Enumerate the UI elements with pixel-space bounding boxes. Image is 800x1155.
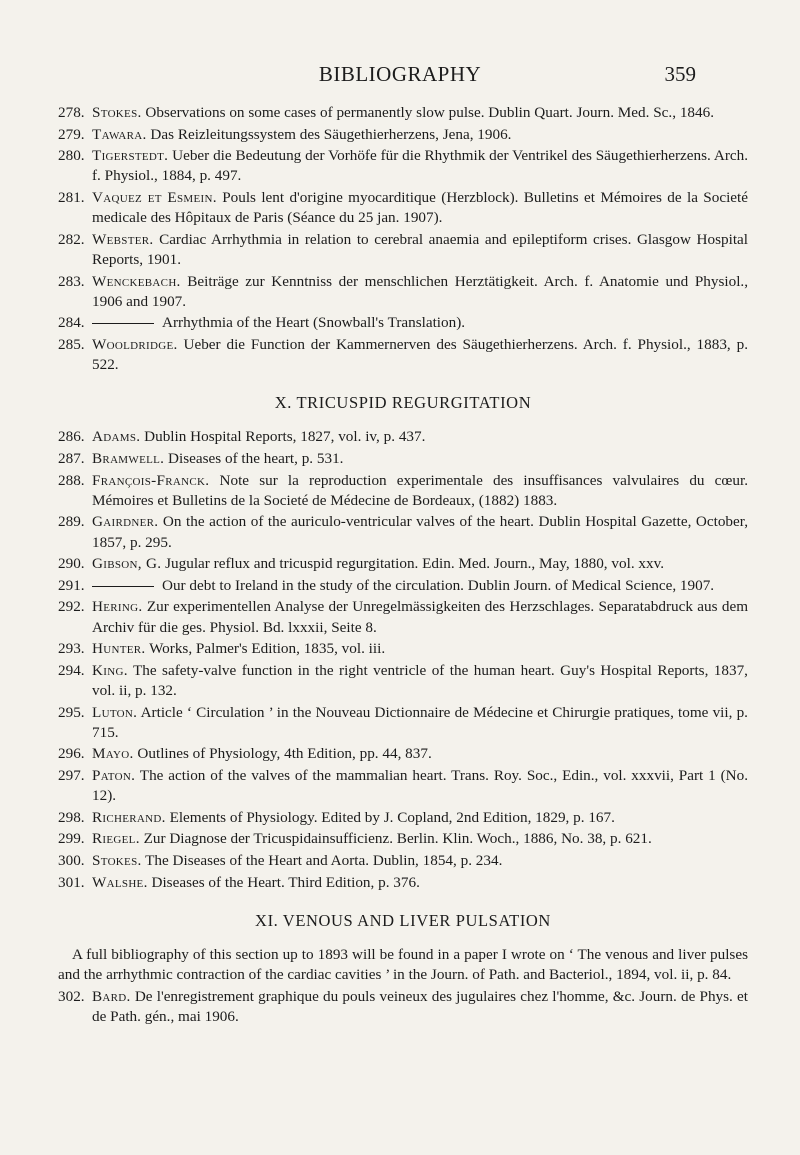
entry-number: 298.: [58, 808, 85, 826]
entry-author: Bard.: [92, 988, 131, 1006]
entry-text: The Diseases of the Heart and Aorta. Dublin, 1854, p. 234.: [145, 851, 503, 869]
bibliography-entry: [58, 188, 748, 228]
entry-text: Arrhythmia of the Heart (Snowball's Translation).: [162, 314, 466, 332]
entry-number: 286.: [58, 428, 85, 446]
bibliography-entry: [58, 427, 748, 447]
entry-text: Ueber die Bedeutung der Vorhöfe für die Rhythmik der Ventrikel des Säugethierherzens. Arch. f. Physiol., 1884, p. 497.: [92, 147, 749, 185]
bibliography-entry: [58, 639, 748, 659]
bibliography-entry: [58, 829, 748, 849]
entry-text: Pouls lent d'origine myocarditique (Herzblock). Bulletins et Mémoires de la Societé medicale des Hôpitaux de Paris (Séance du 25 jan. 1907).: [92, 188, 749, 227]
bibliography-entry: [58, 661, 748, 701]
entry-author: Gairdner.: [92, 513, 159, 531]
entry-text: Works, Palmer's Edition, 1835, vol. iii.: [149, 640, 386, 658]
bibliography-entry: [58, 873, 748, 893]
entry-number: 297.: [58, 766, 85, 784]
entry-author: Paton.: [92, 766, 136, 784]
entry-text: The safety-valve function in the right ventricle of the human heart. Guy's Hospital Reports, 1837, vol. ii, p. 132.: [92, 661, 748, 699]
entry-number: 291.: [58, 576, 85, 594]
entry-number: 294.: [58, 661, 85, 679]
entry-number: 279.: [58, 125, 85, 143]
entry-author: Wooldridge.: [92, 335, 178, 353]
bibliography-entry: [58, 851, 748, 871]
entry-text: Article ‘ Circulation ’ in the Nouveau Dictionnaire de Médecine et Chirurgie pratiques, tome vii, p. 715.: [92, 703, 748, 741]
bibliography-entry: [58, 766, 748, 806]
bibliography-list: [58, 427, 748, 892]
entry-number: 287.: [58, 449, 85, 467]
entry-number: 296.: [58, 745, 85, 763]
entry-text: Beiträge zur Kenntniss der menschlichen Herztätigkeit. Arch. f. Anatomie und Physiol., 1906 and 1907.: [92, 272, 749, 310]
entry-number: 280.: [58, 147, 85, 165]
bibliography-entry: [58, 313, 748, 333]
entry-text: On the action of the auriculo-ventricular valves of the heart. Dublin Hospital Gazette, October, 1857, p. 295.: [92, 513, 749, 551]
entry-author: Mayo.: [92, 745, 134, 763]
entry-number: 281.: [58, 188, 85, 206]
entry-text: Note sur la reproduction experimentale des insuffisances valvulaires du cœur. Mémoires et Bulletins de la Societé de Médecine de Bordeaux, (1882) 1883.: [92, 471, 749, 509]
entry-number: 283.: [58, 272, 85, 290]
bibliography-entry: [58, 512, 748, 552]
entry-author: Vaquez et Esmein.: [92, 188, 217, 206]
page-content: [58, 103, 748, 1029]
entry-author: Tawara.: [92, 125, 147, 143]
entry-number: 282.: [58, 230, 85, 248]
ditto-rule: [92, 323, 154, 324]
section-heading-tricuspid-regurgitation: X. TRICUSPID REGURGITATION: [274, 393, 532, 413]
entry-author: Webster.: [92, 230, 154, 248]
bibliography-entry: [58, 744, 748, 764]
running-title: BIBLIOGRAPHY: [318, 62, 482, 86]
bibliography-entry: [58, 146, 748, 186]
bibliography-entry: [58, 125, 748, 145]
entry-text: Cardiac Arrhythmia in relation to cerebral anaemia and epileptiform crises. Glasgow Hospital Reports, 1901.: [92, 230, 748, 268]
entry-author: Hunter.: [92, 640, 146, 658]
section-intro-paragraph: A full bibliography of this section up to 1893 will be found in a paper I wrote on ‘ The venous and liver pulses and the arrhythmic contraction of the cardiac cavities ’ in the Journ. of Path. and Bacteriol., 1894, vol. ii, p. 84.: [58, 945, 748, 983]
entry-text: Das Reizleitungssystem des Säugethierherzens, Jena, 1906.: [150, 125, 512, 143]
section-heading-venous-liver-pulsation: XI. VENOUS AND LIVER PULSATION: [255, 910, 551, 930]
entry-number: 300.: [58, 851, 85, 869]
entry-text: Ueber die Function der Kammernerven des Säugethierherzens. Arch. f. Physiol., 1883, p. 522.: [92, 335, 749, 374]
bibliography-entry: [58, 597, 748, 637]
entry-text: Observations on some cases of permanently slow pulse. Dublin Quart. Journ. Med. Sc., 1846.: [145, 104, 714, 121]
entry-author: Hering.: [92, 598, 143, 616]
bibliography-entry: [58, 471, 748, 511]
entry-text: Our debt to Ireland in the study of the circulation. Dublin Journ. of Medical Science, 1907.: [162, 576, 715, 594]
entry-author: Wenckebach.: [92, 272, 181, 290]
entry-number: 288.: [58, 471, 85, 489]
entry-author: Luton.: [92, 703, 138, 721]
entry-author: Riegel.: [92, 830, 140, 848]
ditto-rule: [92, 586, 154, 587]
entry-number: 278.: [58, 104, 85, 121]
entry-text: Zur experimentellen Analyse der Unregelmässigkeiten des Herzschlages. Separatabdruck aus dem Archiv für die ges. Physiol. Bd. lxxxii, Seite 8.: [92, 598, 749, 636]
entry-author: Bramwell.: [92, 449, 165, 467]
bibliography-entry: [58, 335, 748, 375]
entry-text: Diseases of the Heart. Third Edition, p. 376.: [151, 873, 420, 891]
entry-text: Elements of Physiology. Edited by J. Copland, 2nd Edition, 1829, p. 167.: [169, 808, 615, 826]
entry-text: The action of the valves of the mammalian heart. Trans. Roy. Soc., Edin., vol. xxxvii, Part 1 (No. 12).: [92, 766, 748, 805]
bibliography-entry: [58, 272, 748, 312]
entry-text: Jugular reflux and tricuspid regurgitation. Edin. Med. Journ., May, 1880, vol. xxv.: [165, 555, 664, 573]
bibliography-entry: [58, 987, 748, 1027]
entry-author: Stokes.: [92, 104, 142, 121]
page-header: [0, 62, 800, 92]
bibliography-entry: [58, 230, 748, 270]
entry-text: Dublin Hospital Reports, 1827, vol. iv, p. 437.: [144, 428, 426, 446]
entry-author: Richerand.: [92, 808, 166, 826]
entry-author: King.: [92, 661, 128, 679]
bibliography-entry: [58, 554, 748, 574]
bibliography-entry: [58, 576, 748, 596]
entry-author: Stokes.: [92, 851, 142, 869]
entry-text: Diseases of the heart, p. 531.: [168, 449, 344, 467]
entry-author: François-Franck.: [92, 471, 210, 489]
entry-number: 301.: [58, 873, 85, 891]
entry-text: De l'enregistrement graphique du pouls veineux des jugulaires chez l'homme, &c. Journ. de Phys. et de Path. gén., mai 1906.: [92, 988, 748, 1026]
bibliography-entry: [58, 103, 748, 123]
entry-number: 293.: [58, 640, 85, 658]
bibliography-list: [58, 987, 748, 1027]
entry-number: 290.: [58, 555, 85, 573]
entry-number: 292.: [58, 598, 85, 616]
entry-text: Outlines of Physiology, 4th Edition, pp. 44, 837.: [137, 745, 432, 763]
entry-number: 299.: [58, 830, 85, 848]
bibliography-entry: [58, 808, 748, 828]
bibliography-list: [58, 103, 748, 375]
bibliography-entry: [58, 449, 748, 469]
entry-number: 284.: [58, 314, 85, 332]
entry-author: Gibson, G.: [92, 555, 162, 573]
bibliography-entry: [58, 703, 748, 743]
entry-author: Tigerstedt.: [92, 147, 169, 165]
entry-number: 295.: [58, 703, 85, 721]
entry-number: 289.: [58, 513, 85, 531]
entry-author: Adams.: [92, 428, 141, 446]
entry-author: Walshe.: [92, 873, 148, 891]
page-number: 359: [664, 62, 696, 86]
entry-number: 302.: [58, 988, 85, 1006]
entry-number: 285.: [58, 335, 85, 353]
entry-text: Zur Diagnose der Tricuspidainsufficienz. Berlin. Klin. Woch., 1886, No. 38, p. 621.: [143, 830, 652, 848]
